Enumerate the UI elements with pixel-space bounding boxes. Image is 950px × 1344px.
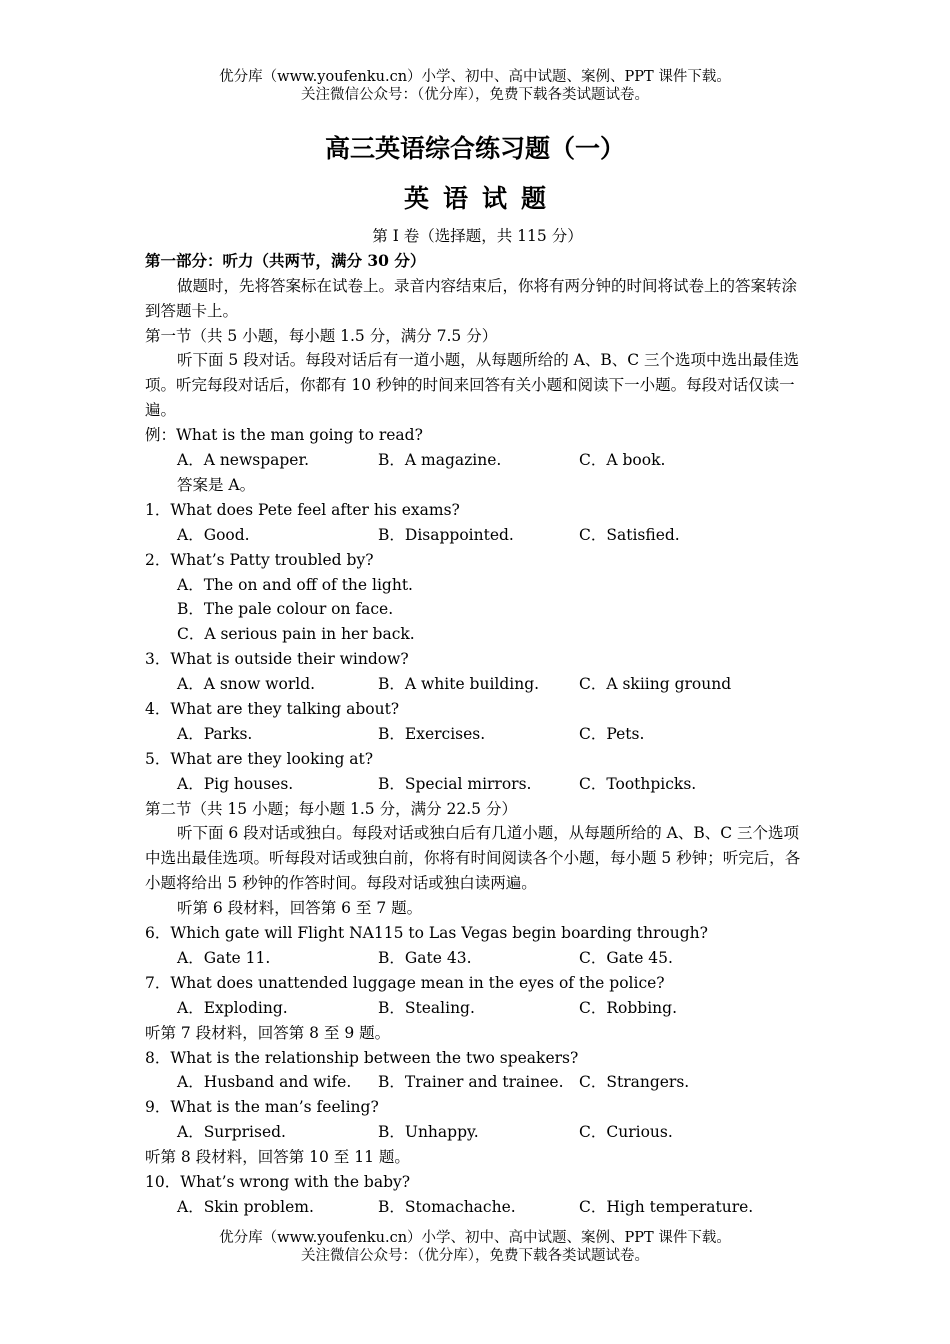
option-a: A．The on and off of the light. [177,575,413,594]
example-answer: 答案是 A。 [177,475,256,494]
option-b: B．Unhappy. [378,1123,479,1142]
option-a: A．Good. [177,525,250,544]
option-c: C．Curious. [579,1123,673,1142]
question-8: 8．What is the relationship between the two speakers? [145,1048,579,1067]
question-7-options [145,996,810,1021]
header-line-2: 关注微信公众号：（优分库），免费下载各类试题试卷。 [301,87,649,103]
question-3: 3．What is outside their window? [145,650,409,669]
exam-content [145,224,810,1220]
question-6-options [145,946,810,971]
question-9-options [145,1120,810,1145]
option-c: C．Gate 45. [579,948,673,967]
option-c: C．High temperature. [579,1197,754,1216]
option-c: C．A serious pain in her back. [177,625,415,644]
option-b: B．Exercises. [378,724,486,743]
question-4: 4．What are they talking about? [145,700,400,718]
option-b: B．Stealing. [378,998,475,1017]
option-c: C．Robbing. [579,998,677,1017]
option-c: C．Pets. [579,724,645,743]
material-8-note: 听第 8 段材料，回答第 10 至 11 题。 [145,1148,410,1167]
option-b: B．Gate 43. [378,948,472,967]
material-6-note: 听第 6 段材料，回答第 6 至 7 题。 [177,899,423,918]
option-c: C．Toothpicks. [579,774,697,793]
option-b: B．A magazine. [378,451,502,470]
question-3-options [145,672,810,697]
question-5: 5．What are they looking at? [145,749,374,768]
option-a: A．Husband and wife. [177,1073,352,1092]
part1-heading: 第一部分：听力（共两节，满分 30 分） [145,250,426,270]
option-b: B．Trainer and trainee. [378,1073,564,1092]
header-line-1: 优分库（www.youfenku.cn）小学、初中、高中试题、案例、PPT 课件下载。 [219,69,731,85]
example-options [145,448,810,473]
footer-line-1: 优分库（www.youfenku.cn）小学、初中、高中试题、案例、PPT 课件下载。 [219,1230,731,1246]
option-a: A．Skin problem. [177,1197,314,1216]
section2-intro: 听下面 6 段对话或独白。每段对话或独白后有几道小题，从每题所给的 A、B、C 三个选项中选出最佳选项。听每段对话或独白前，你将有时间阅读各个小题，每小题 5 秒钟；听完后，各小题将给出 5 秒钟的作答时间。每段对话或独白读两遍。 [145,824,801,893]
page-title: 高三英语综合练习题（一） [324,134,625,163]
question-1-options [145,523,810,548]
option-c: C．A book. [579,451,666,470]
section1-intro: 听下面 5 段对话。每段对话后有一道小题，从每题所给的 A、B、C 三个选项中选出最佳选项。听完每段对话后，你都有 10 秒钟的时间来回答有关小题和阅读下一小题。每段对话仅读一遍。 [145,351,800,420]
option-a: A．Gate 11. [177,948,271,967]
question-9: 9．What is the man’s feeling? [145,1098,379,1117]
section1-heading: 第一节（共 5 小题，每小题 1.5 分，满分 7.5 分） [145,326,498,345]
question-5-options [145,772,810,797]
option-c: C．Satisfied. [579,525,680,544]
option-b: B．Special mirrors. [378,774,532,793]
question-1: 1．What does Pete feel after his exams? [145,500,460,519]
option-b: B．The pale colour on face. [177,600,394,619]
volume-heading: 第 Ⅰ 卷（选择题，共 115 分） [372,227,583,245]
question-2: 2．What’s Patty troubled by? [145,550,374,569]
option-a: A．Pig houses. [177,774,294,793]
example-question: 例：What is the man going to read? [145,426,423,445]
section2-heading: 第二节（共 15 小题；每小题 1.5 分，满分 22.5 分） [145,799,517,818]
option-c: C．A skiing ground [579,675,732,694]
footer-line-2: 关注微信公众号：（优分库），免费下载各类试题试卷。 [301,1248,649,1264]
option-b: B．Stomachache. [378,1197,516,1216]
option-b: B．Disappointed. [378,525,514,544]
question-8-options [145,1070,810,1095]
question-10: 10．What’s wrong with the baby? [145,1172,411,1191]
option-b: B．A white building. [378,675,540,694]
question-10-options [145,1195,810,1220]
option-a: A．Exploding. [177,998,288,1017]
question-4-options [145,722,810,747]
question-6: 6．Which gate will Flight NA115 to Las Vegas begin boarding through? [145,924,708,943]
option-c: C．Strangers. [579,1073,690,1092]
material-7-note: 听第 7 段材料，回答第 8 至 9 题。 [145,1023,391,1042]
option-a: A．Surprised. [177,1123,286,1142]
part1-intro: 做题时，先将答案标在试卷上。录音内容结束后，你将有两分钟的时间将试卷上的答案转涂到答题卡上。 [145,276,798,320]
page-subtitle: 英语试题 [403,184,560,213]
option-a: A．Parks. [177,724,253,743]
question-7: 7．What does unattended luggage mean in the eyes of the police? [145,973,665,992]
option-a: A．A snow world. [177,675,316,694]
option-a: A．A newspaper. [177,451,310,470]
